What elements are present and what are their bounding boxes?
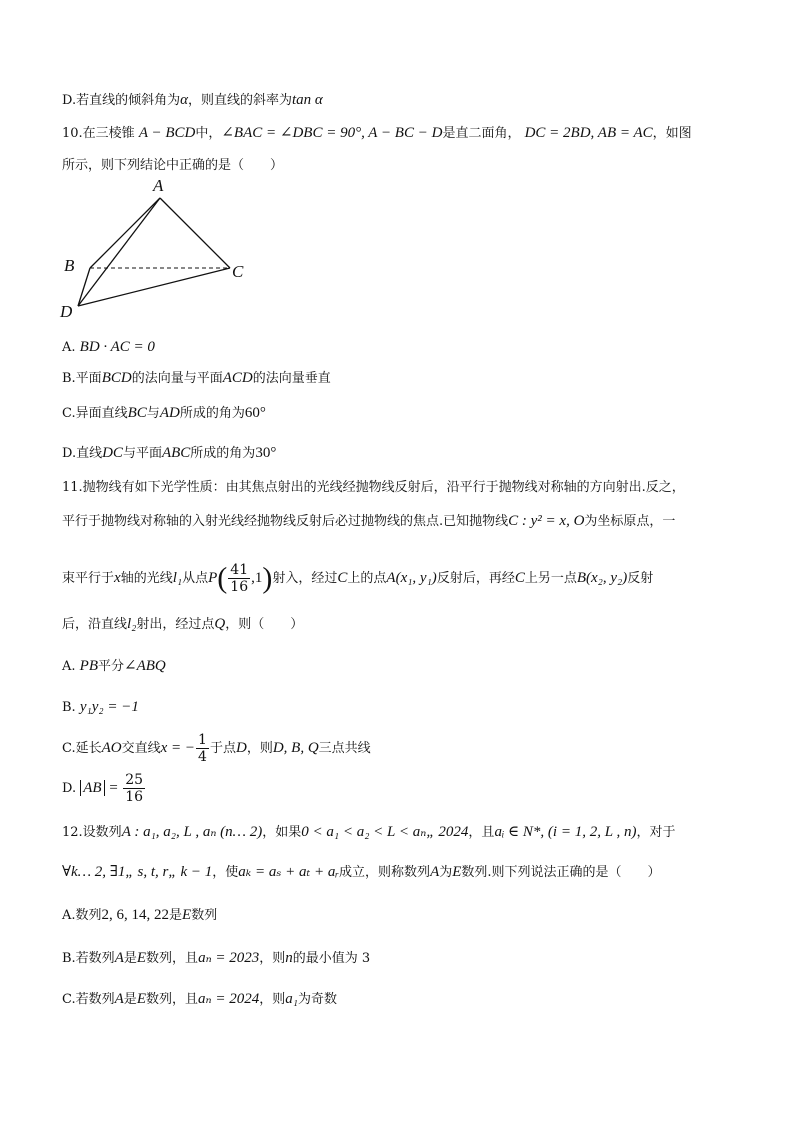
q10-option-b: B.平面BCD的法向量与平面ACD的法向量垂直 <box>62 370 331 386</box>
q11-stem-line4: 后，沿直线l₂射出，经过点Q，则（ ） <box>62 616 304 632</box>
q10-option-a: A. BD · AC = 0 <box>62 339 155 355</box>
q12-stem-line1: 12.设数列A : a₁, a₂, L , aₙ (n… 2)，如果0 < a₁ < a₂ < L < aₙ„ 2024，且aᵢ ∈ N*, (i = 1, 2, L , n)，对于 <box>62 824 676 840</box>
vertex-label-a: A <box>153 176 164 195</box>
q11-option-a: A. PB平分∠ABQ <box>62 658 166 674</box>
q11-option-b: B. y₁y₂ = −1 <box>62 699 139 715</box>
q12-option-c: C.若数列A是E数列，且aₙ = 2024，则a₁为奇数 <box>62 991 337 1007</box>
q10-stem-line1: 10.在三棱锥 A − BCD中，∠BAC = ∠DBC = 90°, A − BC − D是直二面角， DC = 2BD, AB = AC，如图 <box>62 125 692 141</box>
q11-option-c: C.延长AO交直线x = − $\frac{1}{4}$ 于点D，则D, B, Q三点共线 <box>62 732 371 765</box>
q11-stem-line1: 11.抛物线有如下光学性质：由其焦点射出的光线经抛物线反射后，沿平行于抛物线对称轴的方向射出.反之， <box>62 480 685 495</box>
fraction-1-4: $\frac{1}{4}$ <box>198 732 207 765</box>
alpha-symbol: α <box>180 92 188 108</box>
q11-stem-line2: 平行于抛物线对称轴的入射光线经抛物线反射后必过抛物线的焦点.已知抛物线C : y² = x, O为坐标原点，一 <box>62 513 676 529</box>
tan-alpha: tan α <box>291 92 323 108</box>
vertex-label-d: D <box>60 302 73 321</box>
q12-option-b: B.若数列A是E数列，且aₙ = 2023，则n的最小值为 3 <box>62 950 371 966</box>
vertex-label-b: B <box>64 256 75 275</box>
tetrahedron-figure <box>58 176 248 326</box>
q12-stem-line2: ∀k… 2, ∃1„ s, t, r„ k − 1，使aₖ = aₛ + aₜ + aᵣ成立，则称数列A为E数列.则下列说法正确的是（ ） <box>62 864 661 880</box>
fraction-41-16: $\frac{41}{16}$ <box>230 562 249 595</box>
q12-option-a: A.数列2, 6, 14, 22是E数列 <box>62 907 218 923</box>
q10-option-d: D.直线DC与平面ABC所成的角为30° <box>62 445 277 461</box>
q10-option-c: C.异面直线BC与AD所成的角为60° <box>62 405 266 421</box>
tetrahedron-diagram <box>58 176 248 326</box>
q11-stem-line3: 束平行于x轴的光线l₁从点P( $\frac{41}{16}$ ,1)射入，经过C上的点A(x₁, y₁)反射后，再经C上另一点B(x₂, y₂)反射 <box>62 561 654 595</box>
q9-option-d: D.若直线的倾斜角为α，则直线的斜率为tan α <box>62 92 323 108</box>
q10-stem-line2: 所示，则下列结论中正确的是（ ） <box>62 158 284 173</box>
fraction-25-16: $\frac{25}{16}$ <box>125 772 144 805</box>
q11-option-d: D. AB = $\frac{25}{16}$ <box>62 772 144 805</box>
vertex-label-c: C <box>232 262 244 281</box>
